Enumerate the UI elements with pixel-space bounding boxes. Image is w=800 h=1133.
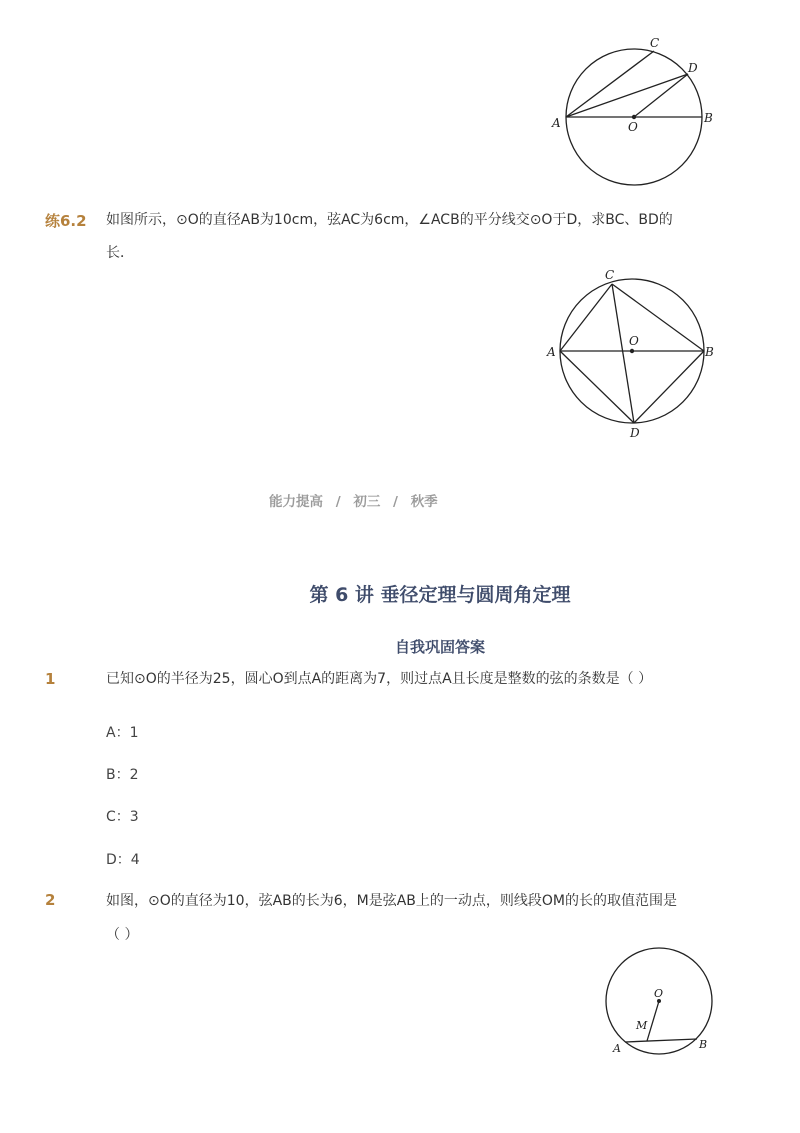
footer-item-2: 初三	[353, 494, 381, 510]
lecture-title: 第 6 讲 垂径定理与圆周角定理	[309, 584, 571, 606]
segment-om	[647, 1001, 659, 1041]
option-letter: D	[106, 852, 117, 868]
exercise-text-line1: 如图所示，⊙O的直径AB为10cm，弦AC为6cm，∠ACB的平分线交⊙O于D，求BC、BD的	[106, 212, 673, 228]
option-value: 1	[129, 725, 139, 741]
label-b: B	[699, 1038, 708, 1051]
option-value: 2	[129, 767, 139, 783]
label-a: A	[613, 1042, 621, 1055]
label-b: B	[704, 111, 713, 125]
label-d: D	[630, 426, 640, 440]
chord-ac	[566, 51, 654, 117]
question-1-text: 已知⊙O的半径为25，圆心O到点A的距离为7，则过点A且长度是整数的弦的条数是（ ）	[106, 671, 653, 687]
label-c: C	[605, 268, 615, 282]
figure-question-2-circle-diagram	[600, 944, 725, 1059]
footer-separator-2: /	[393, 494, 398, 510]
label-m: M	[636, 1019, 648, 1032]
question-2-text-line1: 如图，⊙O的直径为10，弦AB的长为6，M是弦AB上的一动点，则线段OM的长的取值范围是	[106, 893, 678, 909]
question-1-option-a[interactable]: A：1	[106, 725, 139, 741]
label-o: O	[629, 334, 639, 348]
footer-item-3: 秋季	[410, 494, 438, 510]
label-o: O	[654, 987, 664, 1000]
question-1-option-c[interactable]: C：3	[106, 809, 139, 825]
question-2-text-line2: （ ）	[106, 927, 139, 943]
figure-top-circle-diagram	[545, 30, 725, 195]
question-1-number: 1	[45, 670, 56, 688]
question-2-number: 2	[45, 891, 56, 909]
chord-cd	[612, 284, 634, 423]
label-a: A	[547, 345, 556, 359]
center-point	[632, 115, 636, 119]
exercise-number: 练6.2	[45, 212, 87, 230]
option-letter: A	[106, 725, 116, 741]
segment-od	[634, 74, 688, 117]
center-point	[630, 349, 634, 353]
label-d: D	[688, 61, 698, 75]
question-1-option-b[interactable]: B：2	[106, 767, 139, 783]
label-o: O	[628, 120, 638, 134]
option-value: 4	[130, 852, 140, 868]
label-c: C	[650, 36, 660, 50]
chord-ab	[625, 1039, 697, 1042]
option-value: 3	[129, 809, 139, 825]
footer-separator-1: /	[335, 494, 341, 510]
option-letter: C	[106, 809, 116, 825]
option-letter: B	[106, 767, 116, 783]
figure-exercise-circle-diagram	[540, 262, 725, 442]
exercise-text-line2: 长．	[106, 245, 134, 261]
running-footer	[269, 490, 438, 510]
chord-cb	[612, 284, 704, 351]
label-b: B	[705, 345, 714, 359]
chord-ad	[560, 351, 634, 423]
label-a: A	[552, 116, 561, 130]
chord-ad	[566, 74, 688, 117]
question-1-option-d[interactable]: D：4	[106, 852, 140, 868]
section-title: 自我巩固答案	[394, 638, 485, 656]
footer-item-1: 能力提高	[269, 494, 323, 510]
